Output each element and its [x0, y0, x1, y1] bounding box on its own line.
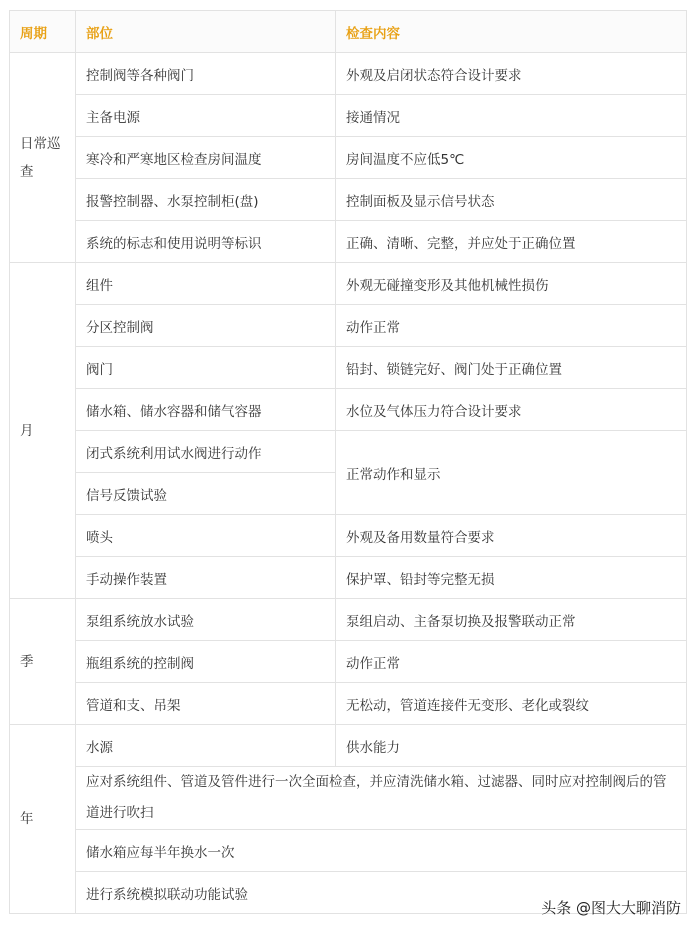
content-cell: 外观及备用数量符合要求 [336, 515, 687, 557]
merged-requirement-cell: 进行系统模拟联动功能试验 [76, 872, 687, 914]
table-row [10, 95, 687, 137]
table-row [10, 137, 687, 179]
part-cell: 信号反馈试验 [76, 473, 336, 515]
content-cell: 动作正常 [336, 305, 687, 347]
part-cell: 储水箱、储水容器和储气容器 [76, 389, 336, 431]
content-cell: 动作正常 [336, 641, 687, 683]
merged-requirement-cell: 储水箱应每半年换水一次 [76, 830, 687, 872]
period-monthly: 月 [10, 263, 76, 599]
table-row [10, 725, 687, 767]
table-row [10, 305, 687, 347]
table-row [10, 641, 687, 683]
watermark-text: 头条 @图大大聊消防 [541, 899, 681, 917]
part-cell: 寒冷和严寒地区检查房间温度 [76, 137, 336, 179]
merged-requirement-cell: 应对系统组件、管道及管件进行一次全面检查，并应清洗储水箱、过滤器、同时应对控制阀后的管道进行吹扫 [76, 767, 687, 830]
header-part: 部位 [76, 11, 336, 53]
table-row [10, 431, 687, 473]
table-row [10, 347, 687, 389]
content-cell: 接通情况 [336, 95, 687, 137]
part-cell: 水源 [76, 725, 336, 767]
part-cell: 系统的标志和使用说明等标识 [76, 221, 336, 263]
period-daily: 日常巡查 [10, 53, 76, 263]
part-cell: 控制阀等各种阀门 [76, 53, 336, 95]
content-cell: 房间温度不应低5℃ [336, 137, 687, 179]
header-period: 周期 [10, 11, 76, 53]
part-cell: 喷头 [76, 515, 336, 557]
table-row [10, 830, 687, 872]
content-cell: 水位及气体压力符合设计要求 [336, 389, 687, 431]
table-row [10, 767, 687, 830]
part-cell: 手动操作装置 [76, 557, 336, 599]
table-row [10, 389, 687, 431]
header-row [10, 11, 687, 53]
part-cell: 瓶组系统的控制阀 [76, 641, 336, 683]
content-cell: 铅封、锁链完好、阀门处于正确位置 [336, 347, 687, 389]
table-row [10, 179, 687, 221]
content-cell: 控制面板及显示信号状态 [336, 179, 687, 221]
part-cell: 阀门 [76, 347, 336, 389]
content-cell: 外观及启闭状态符合设计要求 [336, 53, 687, 95]
part-cell: 分区控制阀 [76, 305, 336, 347]
table-row [10, 599, 687, 641]
part-cell: 主备电源 [76, 95, 336, 137]
period-yearly: 年 [10, 725, 76, 914]
table-row [10, 53, 687, 95]
content-cell: 正确、清晰、完整，并应处于正确位置 [336, 221, 687, 263]
content-cell: 供水能力 [336, 725, 687, 767]
content-cell: 泵组启动、主备泵切换及报警联动正常 [336, 599, 687, 641]
table-header [10, 11, 687, 53]
table-row [10, 515, 687, 557]
inspection-schedule-table [9, 10, 687, 914]
period-quarterly: 季 [10, 599, 76, 725]
part-cell: 管道和支、吊架 [76, 683, 336, 725]
content-cell: 外观无碰撞变形及其他机械性损伤 [336, 263, 687, 305]
table-row [10, 683, 687, 725]
table-row [10, 557, 687, 599]
table-body [10, 53, 687, 914]
part-cell: 闭式系统利用试水阀进行动作 [76, 431, 336, 473]
part-cell: 泵组系统放水试验 [76, 599, 336, 641]
content-cell: 无松动，管道连接件无变形、老化或裂纹 [336, 683, 687, 725]
part-cell: 报警控制器、水泵控制柜(盘) [76, 179, 336, 221]
header-content: 检查内容 [336, 11, 687, 53]
content-cell-merged: 正常动作和显示 [336, 431, 687, 515]
content-cell: 保护罩、铅封等完整无损 [336, 557, 687, 599]
table-row [10, 221, 687, 263]
part-cell: 组件 [76, 263, 336, 305]
table-row [10, 263, 687, 305]
